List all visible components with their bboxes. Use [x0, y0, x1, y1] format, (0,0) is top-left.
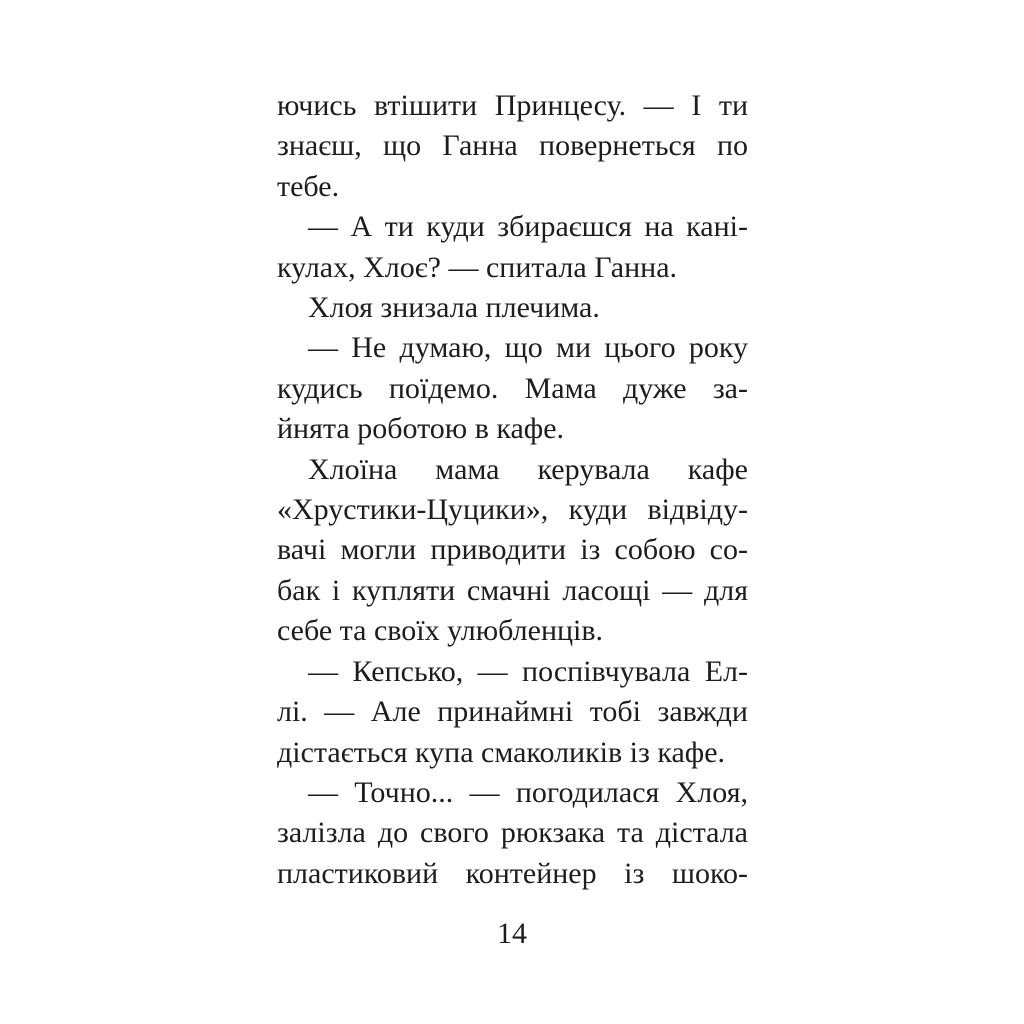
page-text: [277, 86, 748, 894]
text-line: бак і купляти смачні ласощі — для: [277, 573, 748, 607]
text-line: Хлоїна мама керувала кафе: [308, 452, 748, 486]
text-line: вачі могли приводити із собою со-: [277, 533, 748, 567]
text-line: «Хрустики-Цуцики», куди відвіду-: [277, 493, 748, 527]
text-line: лі. — Але принаймні тобі завжди: [277, 695, 748, 729]
paragraph: [277, 328, 748, 449]
text-line: знаєш, що Ганна повернеться по: [277, 129, 748, 163]
text-line: — Не думаю, що ми цього року: [308, 331, 748, 365]
text-line: йнята роботою в кафе.: [277, 412, 565, 446]
text-line: ючись втішити Принцесу. — І ти: [277, 89, 748, 122]
paragraph: [277, 86, 748, 207]
text-line: залізла до свого рюкзака та дістала: [277, 816, 748, 850]
text-line: тебе.: [277, 169, 340, 203]
text-line: Хлоя знизала плечима.: [308, 291, 600, 325]
text-line: кудись поїдемо. Мама дуже за-: [277, 371, 748, 405]
text-line: себе та своїх улюбленців.: [277, 614, 604, 648]
paragraph: [277, 288, 748, 328]
text-line: — А ти куди збираєшся на кані-: [308, 210, 748, 244]
page-number: 14: [497, 917, 527, 950]
text-line: пластиковий контейнер із шоко-: [277, 856, 748, 890]
paragraph: [277, 652, 748, 773]
text-line: кулах, Хлоє? — спитала Ганна.: [277, 250, 678, 284]
paragraph: [277, 207, 748, 288]
paragraph: [277, 773, 748, 894]
text-line: — Кепсько, — поспівчувала Ел-: [308, 654, 748, 688]
text-line: — Точно... — погодилася Хлоя,: [308, 775, 748, 809]
paragraph: [277, 450, 748, 652]
text-line: дістається купа смаколиків із кафе.: [277, 735, 726, 769]
